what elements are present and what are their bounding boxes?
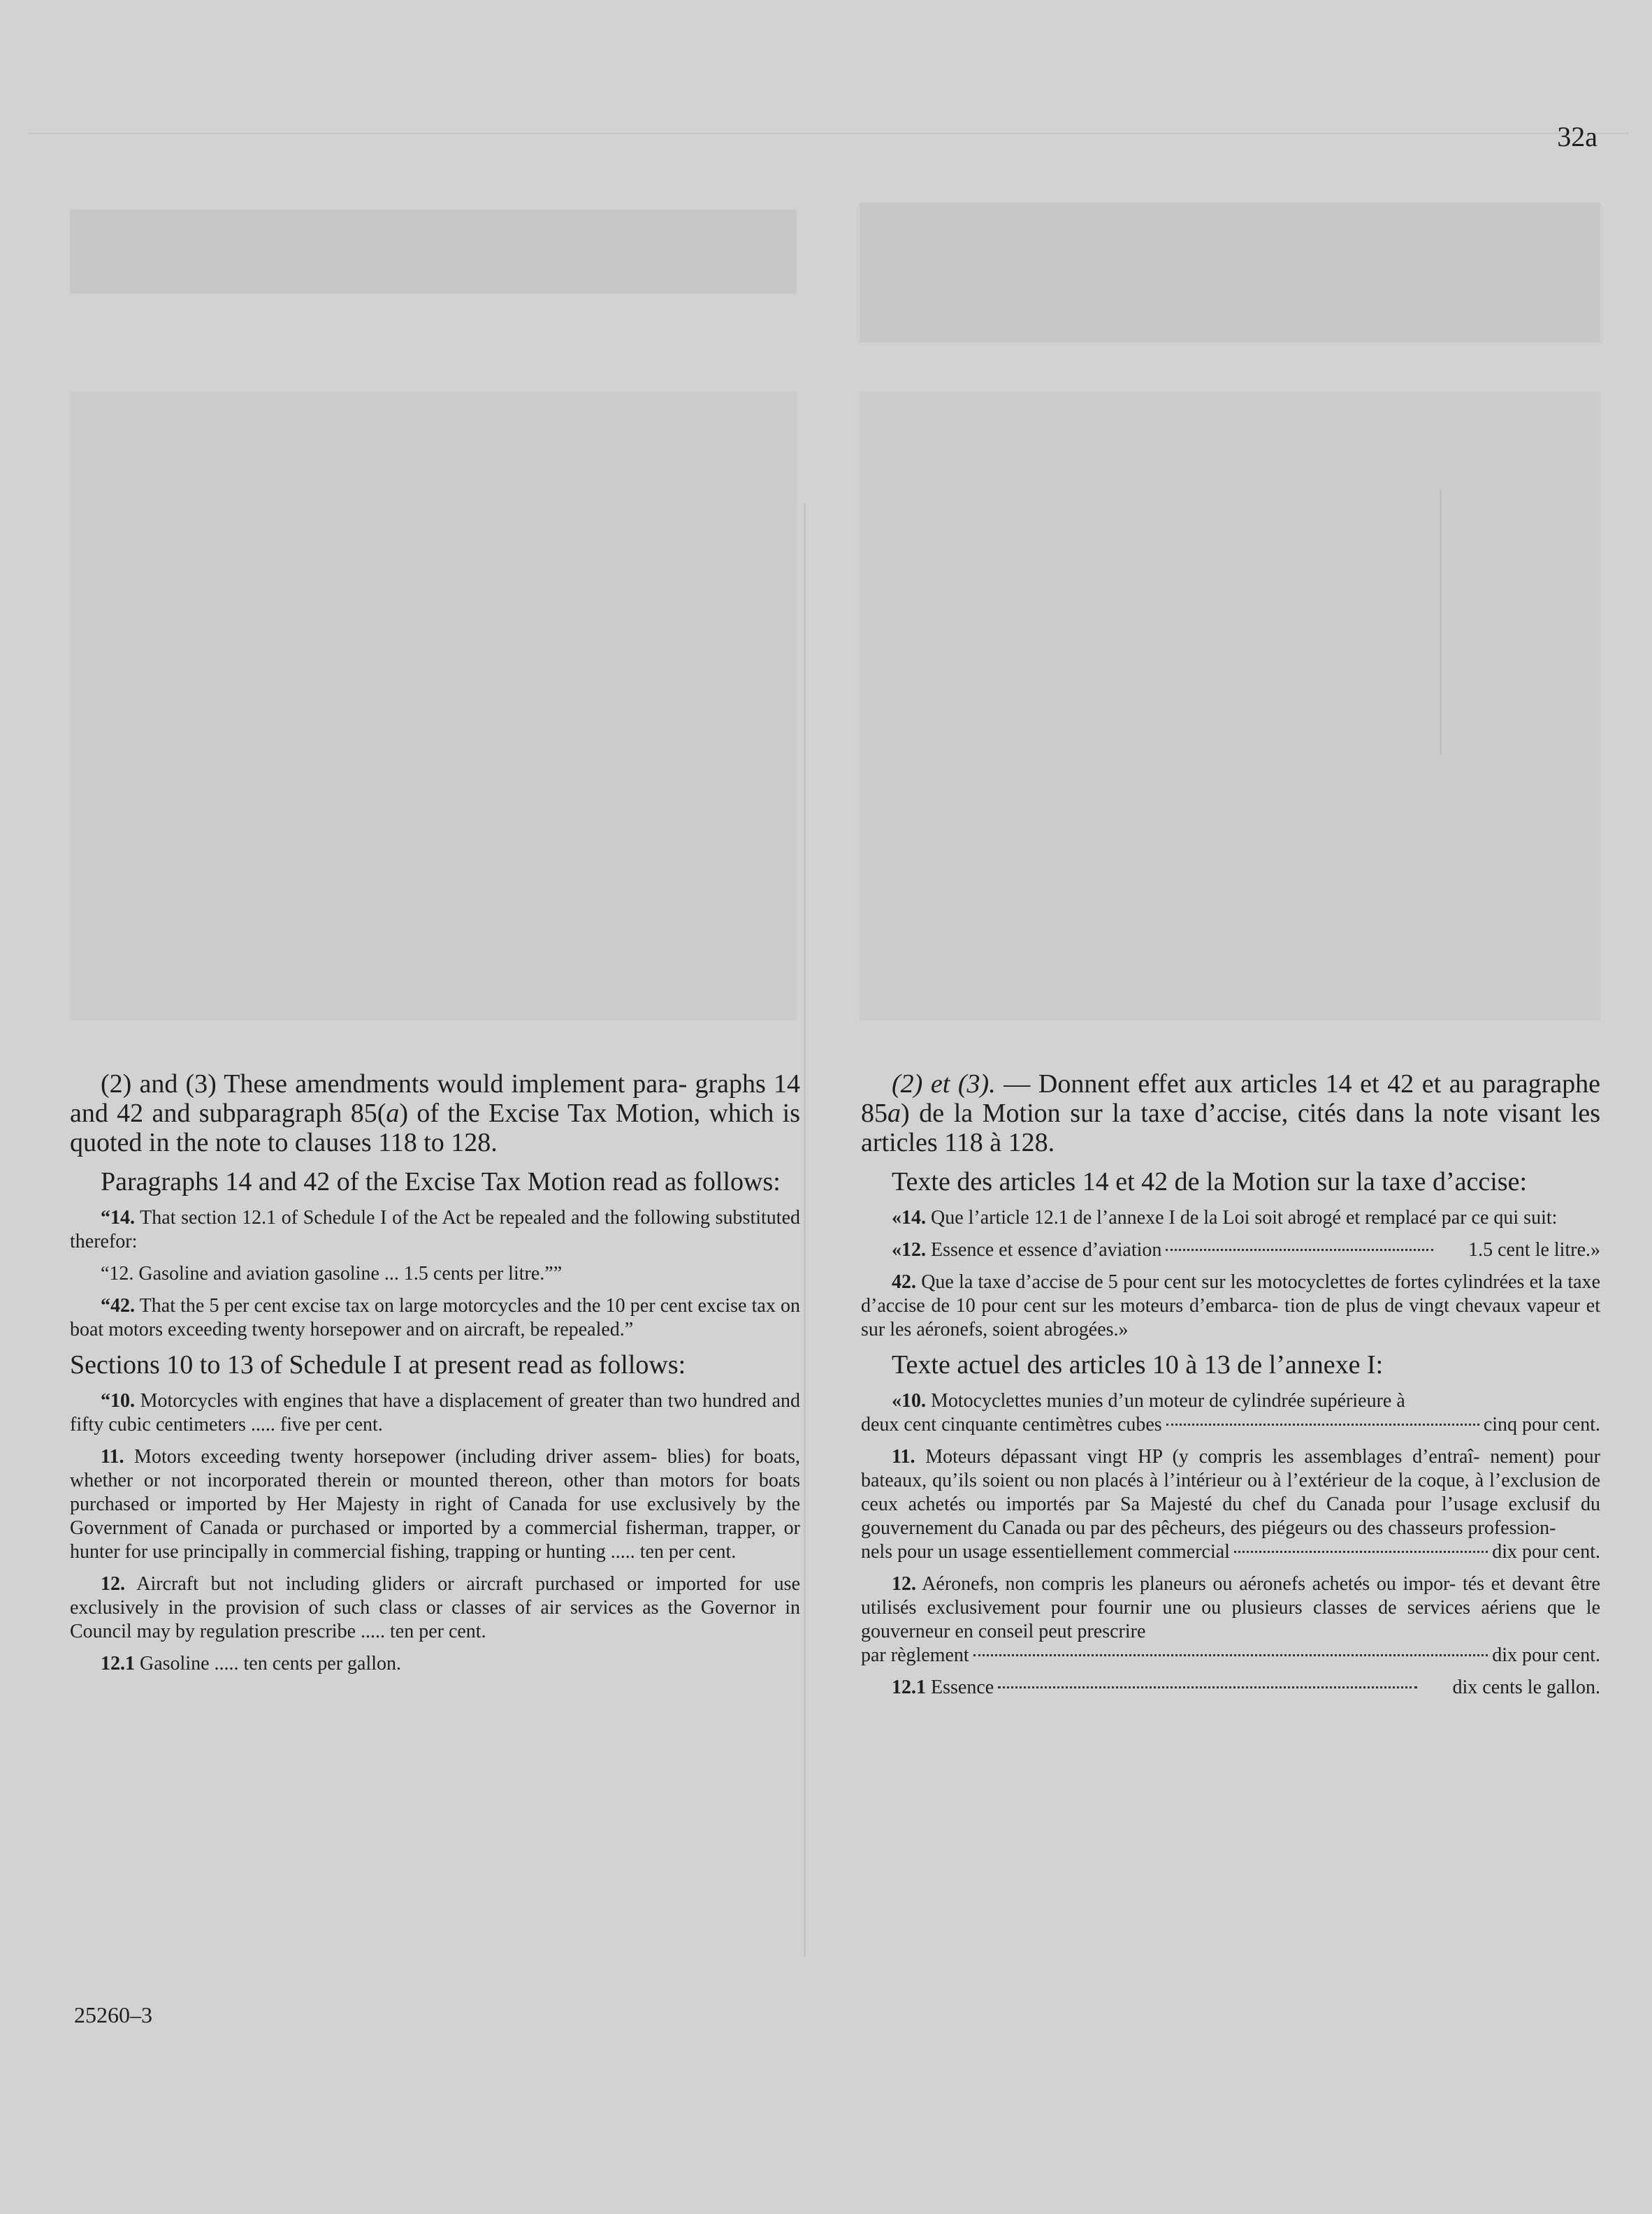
page-number: 32a bbox=[1557, 121, 1597, 152]
bleed-through-block bbox=[70, 210, 797, 294]
english-column bbox=[70, 1069, 800, 1684]
english-section-12-1: 12.1 Gasoline ..... ten cents per gallon. bbox=[101, 1653, 402, 1674]
dot-leader bbox=[1166, 1249, 1433, 1251]
bleed-through-block bbox=[860, 391, 1600, 1020]
french-section-12-1: 12.1 Essence dix cents le gallon. bbox=[892, 1677, 1600, 1698]
french-section-11: 11. Moteurs dépassant vingt HP (y compris les assemblages d’entraî- nement) pour bateaux, qu’ils soient ou non placés à l’intérieur ou à l’extérieur de la coque, à l’exclusion de ceux achetés ou importés par Sa Majesté du chef du Canada pour l’usage exclusif du gouvernement du Canada ou par des pêcheurs, des piégeurs ou des chasseurs profession- nels pour un usage essentiellement commercial dix pour cent. bbox=[861, 1446, 1600, 1563]
english-quote-12: “12. Gasoline and aviation gasoline ... 1.5 cents per litre.”” bbox=[101, 1263, 563, 1285]
french-heading-schedule: Texte actuel des articles 10 à 13 de l’annexe I: bbox=[892, 1350, 1384, 1380]
french-section-12: 12. Aéronefs, non compris les planeurs ou aéronefs achetés ou impor- tés et devant être utilisés exclusivement pour fournir une ou plusieurs classes de services aériens que le gouverneur en conseil peut prescrire par règlement dix pour cent. bbox=[861, 1573, 1600, 1666]
french-intro-paragraph: (2) et (3). — Donnent effet aux articles 14 et 42 et au paragraphe 85a) de la Motion sur la taxe d’accise, cités dans la note visant les articles 118 à 128. bbox=[861, 1069, 1600, 1157]
english-quote-42: “42. That the 5 per cent excise tax on large motorcycles and the 10 per cent excise tax on boat motors exceeding twenty horsepower and on aircraft, be repealed.” bbox=[70, 1295, 800, 1340]
bleed-through-rule bbox=[28, 133, 1628, 134]
dot-leader bbox=[998, 1686, 1417, 1688]
english-intro-paragraph: (2) and (3) These amendments would implement para- graphs 14 and 42 and subparagraph 85(a) of the Excise Tax Motion, which is quoted in the note to clauses 118 to 128. bbox=[70, 1069, 800, 1157]
french-quote-12: «12. Essence et essence d’aviation 1.5 cent le litre.» bbox=[892, 1239, 1600, 1261]
french-quote-42: 42. Que la taxe d’accise de 5 pour cent sur les motocyclettes de fortes cylindrées et la taxe d’accise de 10 pour cent sur les moteurs d’embarca- tion de plus de vingt chevaux vapeur et sur les aéronefs, soient abrogées.» bbox=[861, 1271, 1600, 1340]
english-section-10: “10. Motorcycles with engines that have a displacement of greater than two hundred and fifty cubic centimeters ..... five per cent. bbox=[70, 1390, 800, 1435]
english-heading-schedule: Sections 10 to 13 of Schedule I at present read as follows: bbox=[70, 1350, 686, 1380]
bleed-through-margin-line bbox=[1440, 489, 1442, 755]
bleed-through-block bbox=[860, 203, 1600, 342]
english-quote-14: “14. That section 12.1 of Schedule I of the Act be repealed and the following substituted therefor: bbox=[70, 1207, 800, 1252]
dot-leader bbox=[1166, 1424, 1479, 1426]
bleed-through-margin-line bbox=[804, 503, 806, 1957]
english-heading-motion: Paragraphs 14 and 42 of the Excise Tax Motion read as follows: bbox=[101, 1167, 781, 1196]
french-column bbox=[861, 1069, 1600, 1708]
french-heading-motion: Texte des articles 14 et 42 de la Motion sur la taxe d’accise: bbox=[892, 1167, 1528, 1196]
dot-leader bbox=[973, 1654, 1488, 1656]
french-section-10: «10. Motocyclettes munies d’un moteur de cylindrée supérieure à deux cent cinquante centimètres cubes cinq pour cent. bbox=[861, 1390, 1600, 1435]
english-section-12: 12. Aircraft but not including gliders or aircraft purchased or imported for use exclusively in the provision of such class or classes of air services as the Governor in Council may by regulation prescribe ..... ten per cent. bbox=[70, 1573, 800, 1642]
footer-print-code: 25260–3 bbox=[74, 2002, 152, 2027]
dot-leader bbox=[1234, 1551, 1488, 1553]
french-quote-14: «14. Que l’article 12.1 de l’annexe I de la Loi soit abrogé et remplacé par ce qui suit: bbox=[892, 1207, 1558, 1229]
bleed-through-block bbox=[70, 391, 797, 1020]
english-section-11: 11. Motors exceeding twenty horsepower (including driver assem- blies) for boats, whether or not incorporated therein or mounted thereon, other than motors for boats purchased or imported by Her Majesty in right of Canada for use exclusively by the Government of Canada or purchased or imported by a commercial fisherman, trapper, or hunter for use principally in commercial fishing, trapping or hunting ..... ten per cent. bbox=[70, 1446, 801, 1563]
